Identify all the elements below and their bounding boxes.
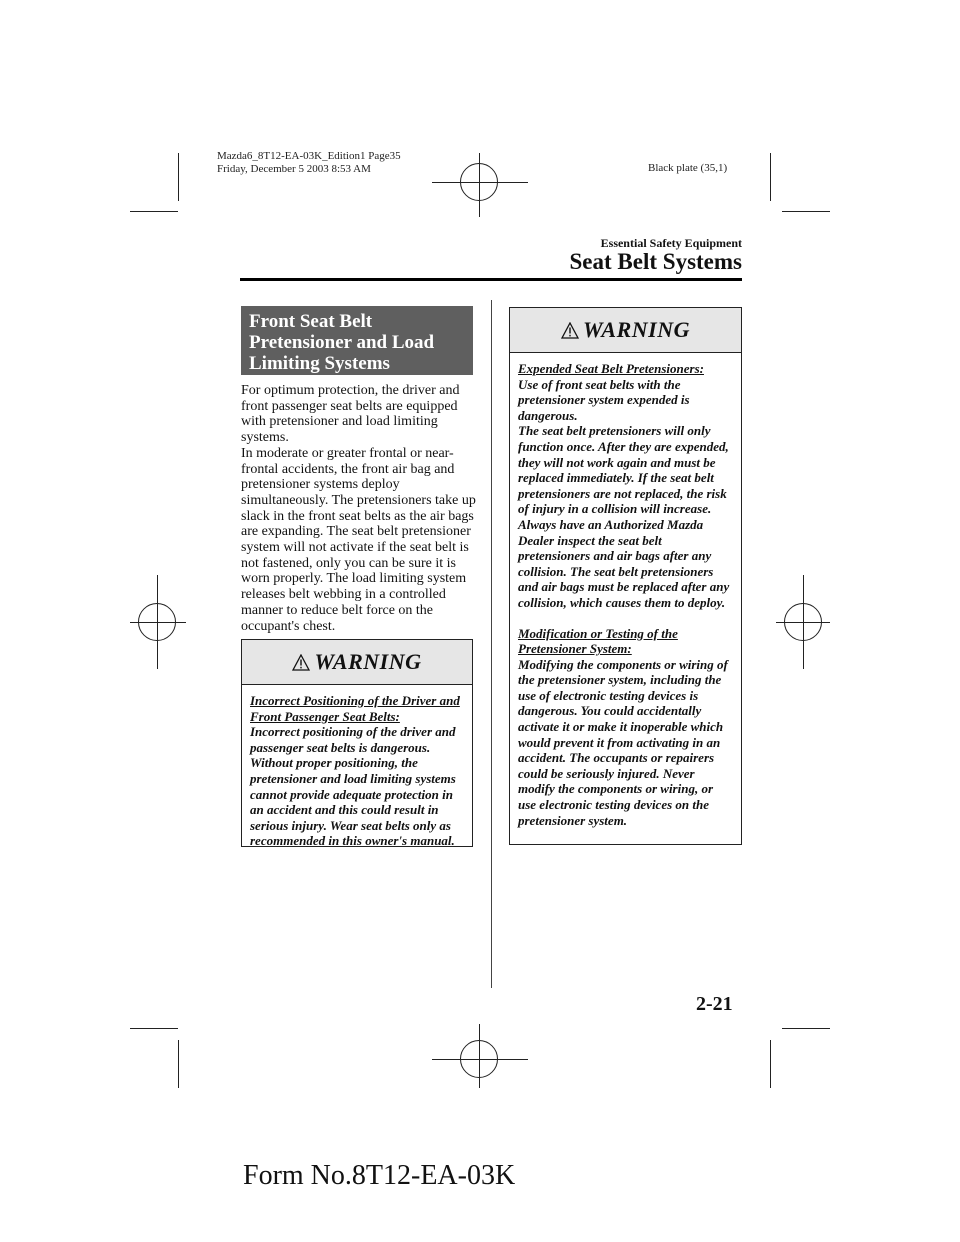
header-rule	[240, 278, 742, 281]
warning-triangle-icon	[292, 654, 310, 671]
warning-text-1b: The seat belt pretensioners will only function once. After they are expended, they will not work again and must be replaced immediately. If the seat belt pretensioners are not replaced, the risk of injury in a collision will increase.	[518, 423, 729, 517]
warning-box-left	[241, 639, 473, 847]
warning-subhead: Incorrect Positioning of the Driver and Front Passenger Seat Belts:	[250, 693, 460, 724]
warning-title: WARNING	[582, 317, 690, 342]
topic-heading: Front Seat Belt Pretensioner and Load Limiting Systems	[241, 306, 473, 375]
paragraph-1: For optimum protection, the driver and front passenger seat belts are equipped with pretensioner and load limiting systems.	[241, 383, 460, 446]
print-info	[217, 150, 401, 176]
warning-text-2: Modifying the components or wiring of the pretensioner system, including the use of electronic testing devices is dangerous. You could accidentally activate it or make it inoperable which would prevent it from activating in an accident. The occupants or repairers could be seriously injured. Never modify the components or wiring, or use electronic testing devices on the pretensioner system.	[518, 656, 728, 828]
warning-text-1c: Always have an Authorized Mazda Dealer inspect the seat belt pretensioners and air bags after any collision. The seat belt pretensioners and air bags must be replaced after any collision, which causes them to deploy.	[518, 516, 730, 610]
warning-header	[510, 308, 741, 353]
warning-text: Incorrect positioning of the driver and passenger seat belts is dangerous. Without proper positioning, the pretensioner and load limiting systems cannot provide adequate protection in an accident and this could result in serious injury. Wear seat belts only as recommended in this owner's manual.	[250, 724, 456, 849]
warning-text-1a: Use of front seat belts with the pretensioner system expended is dangerous.	[518, 376, 690, 423]
print-info-line1: Mazda6_8T12-EA-03K_Edition1 Page35	[217, 150, 401, 162]
section-title: Seat Belt Systems	[569, 249, 742, 274]
warning-subhead-1: Expended Seat Belt Pretensioners:	[518, 361, 704, 376]
warning-title: WARNING	[314, 649, 422, 674]
warning-body	[242, 685, 472, 855]
warning-body	[510, 353, 741, 834]
warning-header	[242, 640, 472, 685]
paragraph-2: In moderate or greater frontal or near-frontal accidents, the front air bag and pretensioner systems deploy simultaneously. The pretensioners take up slack in the front seat belts as the air bags are expanding. The seat belt pretensioner system will not activate if the seat belt is not fastened, only you can be sure it is worn properly. The load limiting system releases belt webbing in a controlled manner to reduce belt force on the occupant's chest.	[241, 445, 476, 634]
warning-box-right	[509, 307, 742, 845]
body-text	[241, 383, 477, 634]
column-divider	[491, 300, 492, 988]
warning-subhead-2: Modification or Testing of the Pretensioner System:	[518, 625, 678, 657]
form-number: Form No.8T12-EA-03K	[243, 1160, 516, 1191]
warning-triangle-icon	[561, 322, 579, 339]
page-number: 2-21	[696, 993, 733, 1015]
chapter-title: Essential Safety Equipment	[600, 236, 742, 250]
plate-label: Black plate (35,1)	[648, 162, 728, 174]
print-info-line2: Friday, December 5 2003 8:53 AM	[217, 163, 371, 175]
